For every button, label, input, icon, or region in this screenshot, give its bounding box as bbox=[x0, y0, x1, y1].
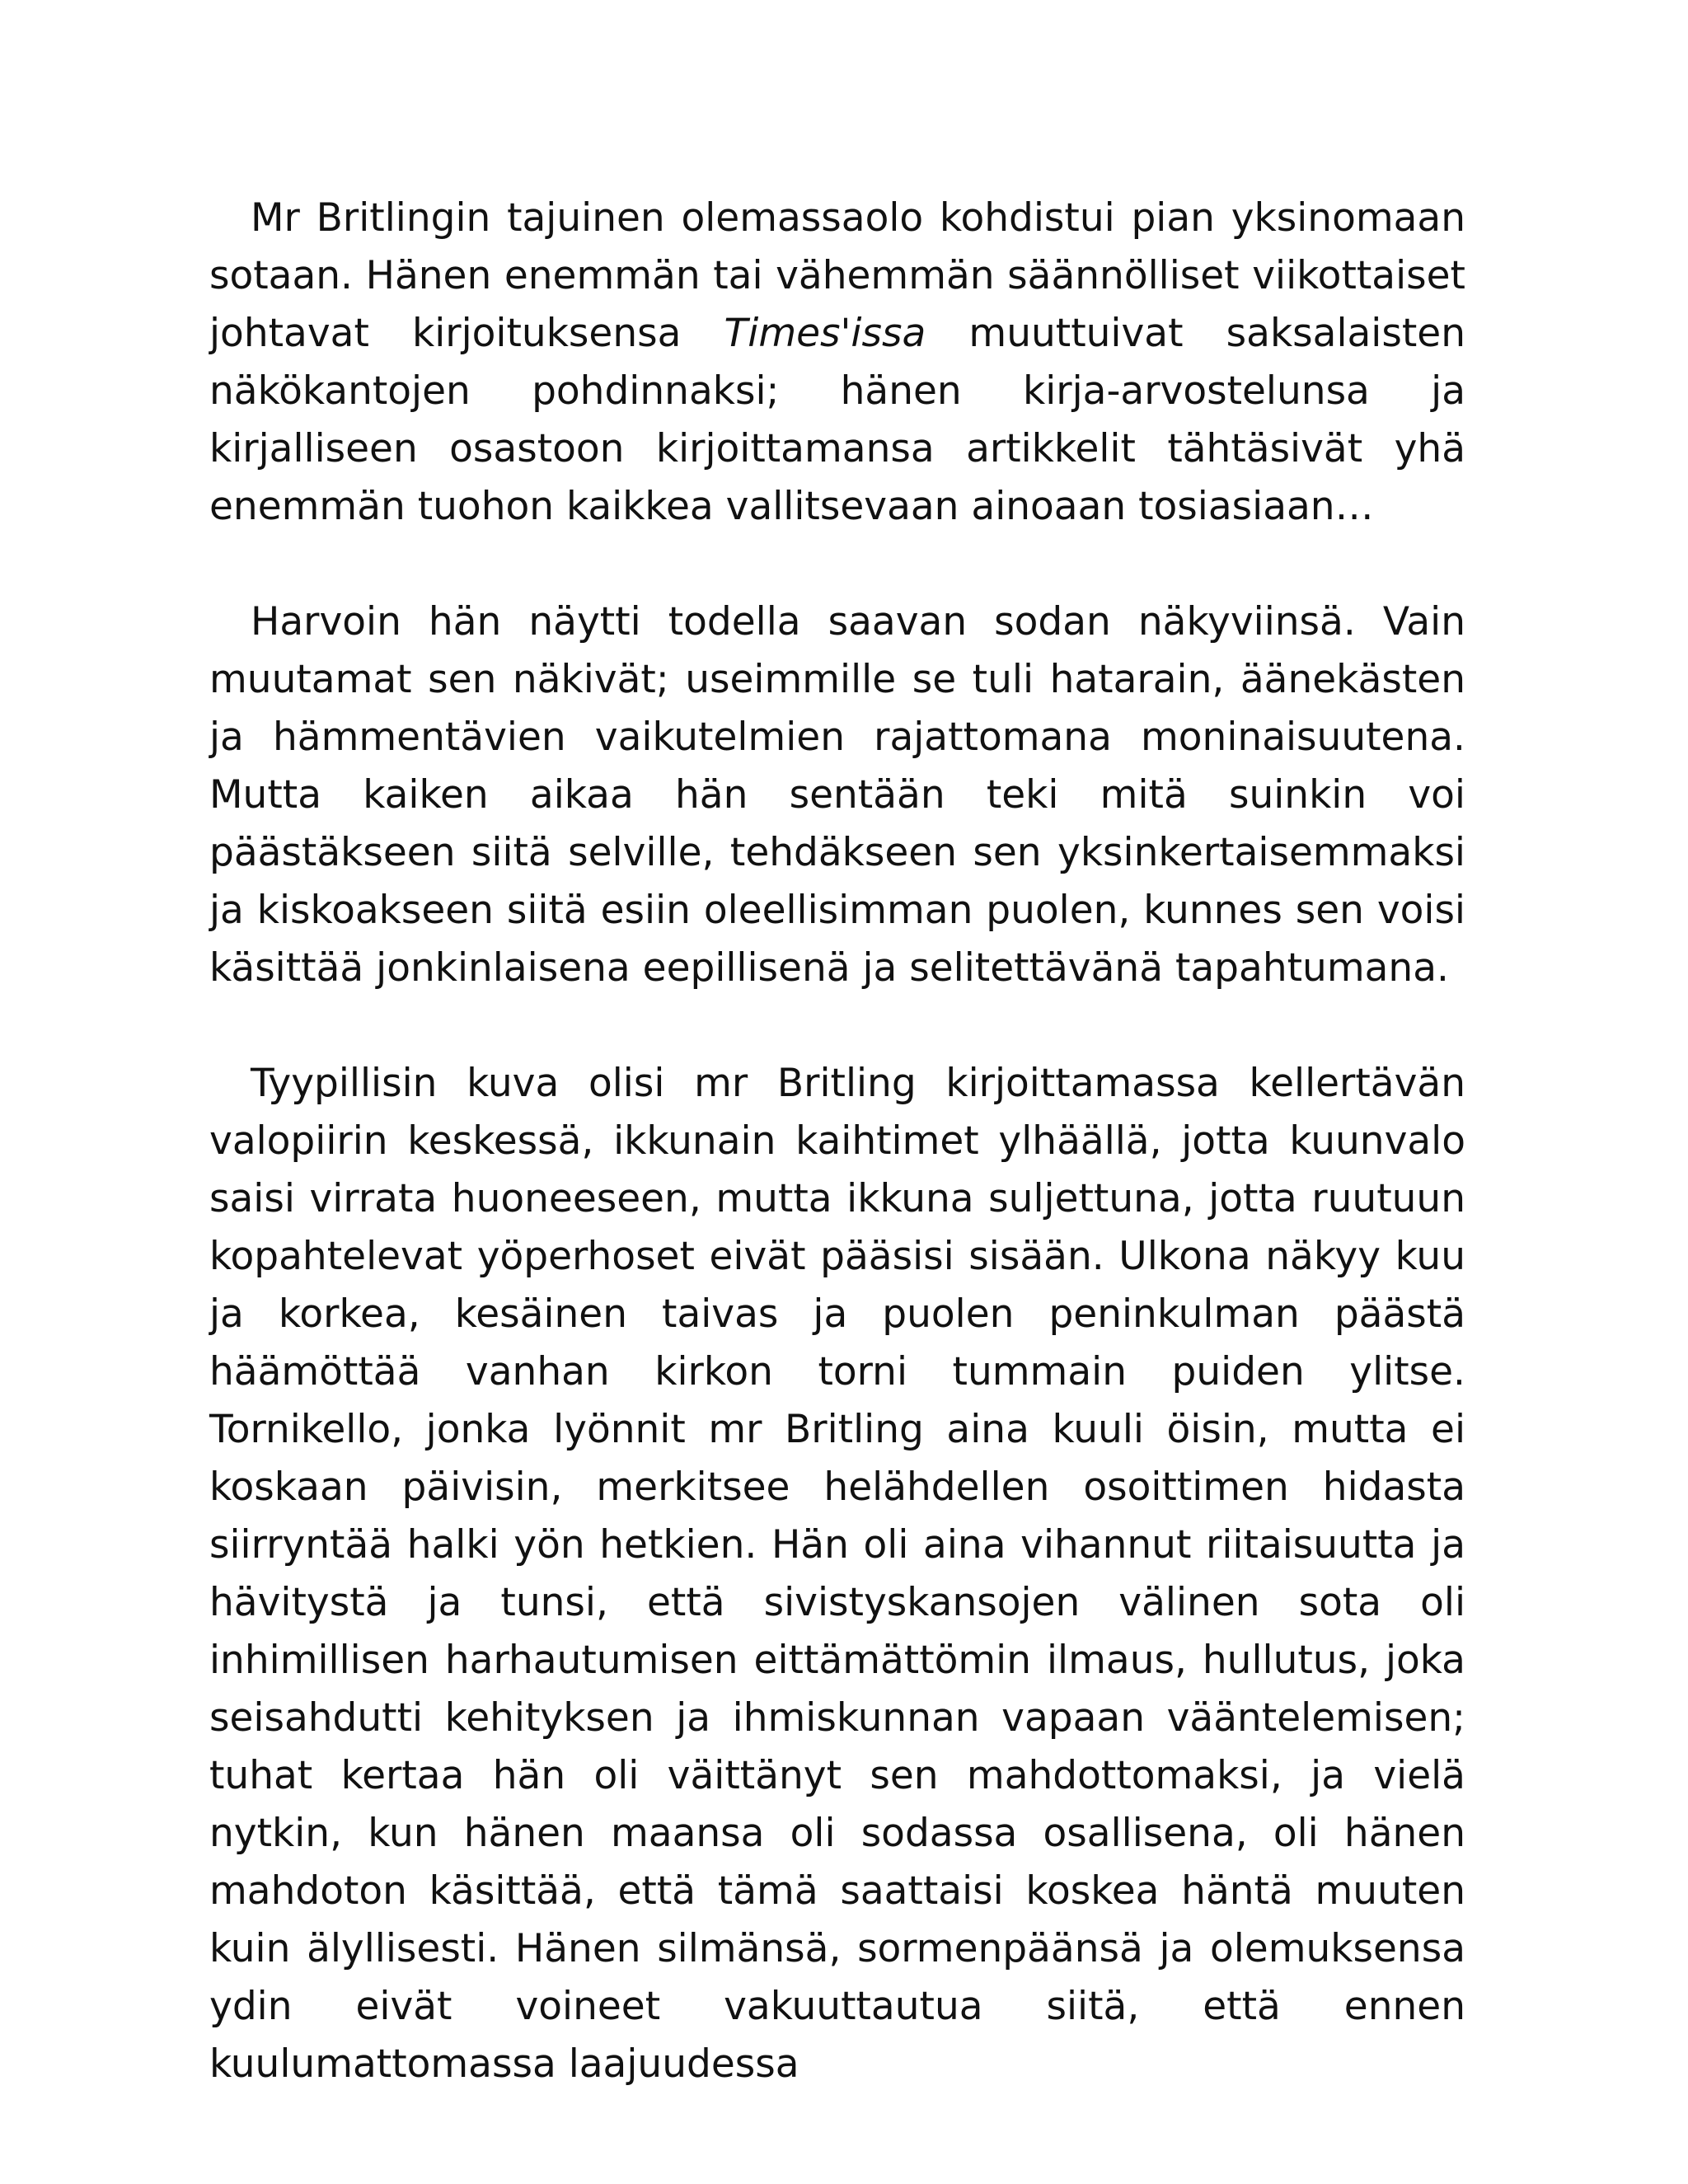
paragraph-2: Harvoin hän näytti todella saavan sodan näkyviinsä. Vain muutamat sen näkivät; useimmille se tuli hatarain, äänekästen ja hämmentävien vaikutelmien rajattomana moninaisuutena. Mutta kaiken aikaa hän sentään teki mitä suinkin voi päästäkseen siitä selville, tehdäkseen sen yksinkertaisemmaksi ja kiskoakseen siitä esiin oleellisimman puolen, kunnes sen voisi käsittää jonkinlaisena eepillisenä ja selitettävänä tapahtumana. bbox=[209, 599, 1465, 991]
paragraph-1 bbox=[209, 190, 1465, 536]
body-text bbox=[209, 190, 1465, 2093]
paragraph-1-rest: muuttuivat saksalaisten näkökantojen pohdinnaksi; hänen kirja-arvostelunsa ja kirjalliseen osastoon kirjoittamansa artikkelit tähtäsivät yhä enemmän tuohon kaikkea vallitsevaan ainoaan tosiasiaan… bbox=[209, 311, 1465, 529]
paragraph-1-lead: Mr Britlingin tajuinen olemassaolo kohdistui pian yksinomaan sotaan. Hänen enemmän tai vähemmän säännölliset viikottaiset johtavat kirjoituksensa bbox=[209, 195, 1465, 356]
paragraph-3: Tyypillisin kuva olisi mr Britling kirjoittamassa kellertävän valopiirin keskessä, ikkunain kaihtimet ylhäällä, jotta kuunvalo saisi virrata huoneeseen, mutta ikkuna suljettuna, jotta ruutuun kopahtelevat yöperhoset eivät pääsisi sisään. Ulkona näkyy kuu ja korkea, kesäinen taivas ja puolen peninkulman päästä häämöttää vanhan kirkon torni tummain puiden ylitse. Tornikello, jonka lyönnit mr Britling aina kuuli öisin, mutta ei koskaan päivisin, merkitsee helähdellen osoittimen hidasta siirryntää halki yön hetkien. Hän oli aina vihannut riitaisuutta ja hävitystä ja tunsi, että sivistyskansojen välinen sota oli inhimillisen harhautumisen eittämättömin ilmaus, hullutus, joka seisahdutti kehityksen ja ihmiskunnan vapaan vääntelemisen; tuhat kertaa hän oli väittänyt sen mahdottomaksi, ja vielä nytkin, kun hänen maansa oli sodassa osallisena, oli hänen mahdoton käsittää, että tämä saattaisi koskea häntä muuten kuin älyllisesti. Hänen silmänsä, sormenpäänsä ja olemuksensa ydin eivät voineet vakuuttautua siitä, että ennen kuulumattomassa laajuudessa bbox=[209, 1061, 1465, 2087]
newspaper-title: Times'issa bbox=[724, 311, 926, 356]
